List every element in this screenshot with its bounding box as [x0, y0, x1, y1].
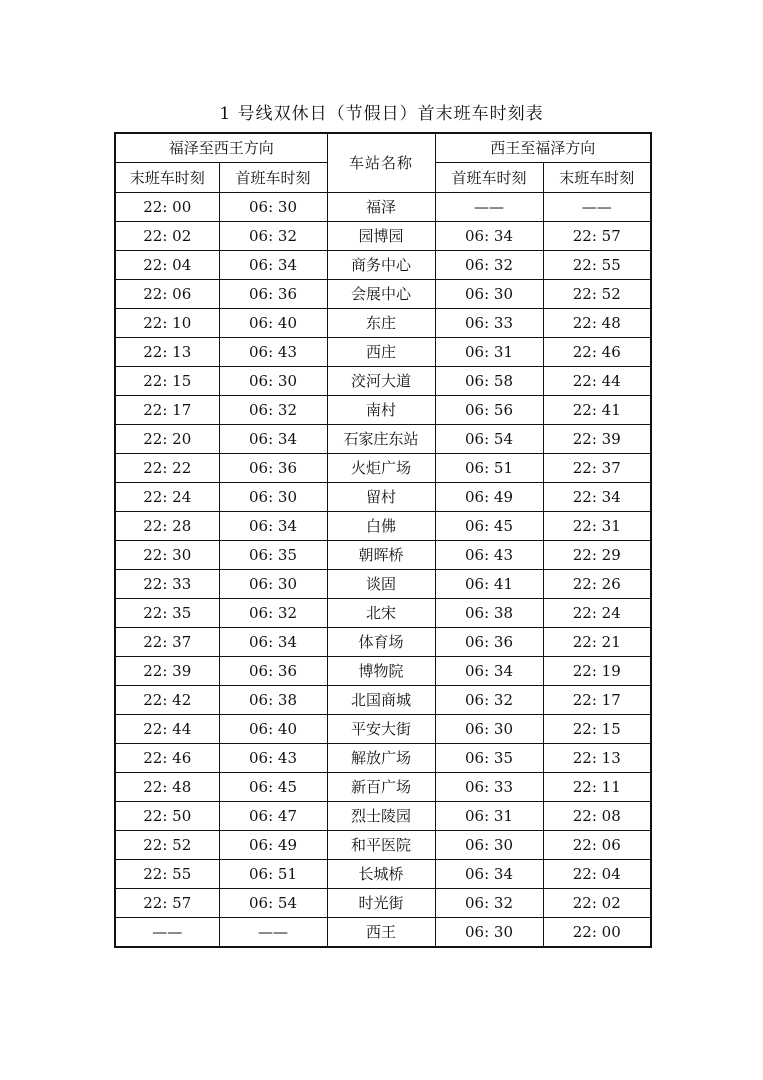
- dir1-last-train-time: 22: 48: [115, 773, 219, 802]
- dir2-first-train-time: 06: 51: [435, 454, 543, 483]
- station-name: 北国商城: [327, 686, 435, 715]
- station-name: 时光街: [327, 889, 435, 918]
- dir2-first-train-time: 06: 32: [435, 889, 543, 918]
- dir2-first-train-time: 06: 31: [435, 338, 543, 367]
- table-row: [115, 367, 651, 396]
- table-row: [115, 802, 651, 831]
- dir1-last-train-time: 22: 44: [115, 715, 219, 744]
- dir2-last-train-time: 22: 31: [543, 512, 651, 541]
- table-row: [115, 744, 651, 773]
- dir2-last-train-time: 22: 19: [543, 657, 651, 686]
- dir2-last-train-time: 22: 15: [543, 715, 651, 744]
- dir2-last-train-time: 22: 39: [543, 425, 651, 454]
- dir1-last-train-time: 22: 39: [115, 657, 219, 686]
- dir1-first-train-time: 06: 36: [219, 280, 327, 309]
- dir2-first-train-time: 06: 49: [435, 483, 543, 512]
- station-name: 福泽: [327, 193, 435, 222]
- table-row: [115, 251, 651, 280]
- dir2-first-train-time: 06: 45: [435, 512, 543, 541]
- table-row: [115, 628, 651, 657]
- table-row: [115, 222, 651, 251]
- station-name: 长城桥: [327, 860, 435, 889]
- dir2-last-train-time: 22: 02: [543, 889, 651, 918]
- dir2-first-train-time: 06: 35: [435, 744, 543, 773]
- dir2-last-train-time: 22: 57: [543, 222, 651, 251]
- table-row: [115, 512, 651, 541]
- dir1-last-train-time: 22: 15: [115, 367, 219, 396]
- dir2-last-train-time: 22: 44: [543, 367, 651, 396]
- dir2-last-train-time: 22: 41: [543, 396, 651, 425]
- table-row: [115, 860, 651, 889]
- dir2-last-train-time: 22: 52: [543, 280, 651, 309]
- dir1-last-train-time: 22: 00: [115, 193, 219, 222]
- dir1-first-train-time: 06: 34: [219, 251, 327, 280]
- table-row: [115, 193, 651, 222]
- dir1-first-train-time: 06: 43: [219, 338, 327, 367]
- table-row: [115, 831, 651, 860]
- dir2-first-train-time: 06: 41: [435, 570, 543, 599]
- dir2-first-train-time: 06: 32: [435, 251, 543, 280]
- table-row: [115, 889, 651, 918]
- header-row-direction: [115, 133, 651, 163]
- dir2-first-train-time: 06: 32: [435, 686, 543, 715]
- table-row: [115, 715, 651, 744]
- dir1-last-train-time: 22: 04: [115, 251, 219, 280]
- dir1-first-train-time: 06: 30: [219, 367, 327, 396]
- dir2-first-train-time: 06: 43: [435, 541, 543, 570]
- header-dir1-first-train: 首班车时刻: [219, 163, 327, 193]
- dir2-first-train-time: 06: 33: [435, 773, 543, 802]
- station-name: 和平医院: [327, 831, 435, 860]
- station-name: 南村: [327, 396, 435, 425]
- dir1-last-train-time: 22: 37: [115, 628, 219, 657]
- header-dir2-last-train: 末班车时刻: [543, 163, 651, 193]
- dir2-last-train-time: 22: 55: [543, 251, 651, 280]
- dir2-first-train-time: 06: 34: [435, 860, 543, 889]
- dir2-first-train-time: 06: 36: [435, 628, 543, 657]
- table-row: [115, 396, 651, 425]
- dir1-last-train-time: 22: 06: [115, 280, 219, 309]
- header-direction-xiwang-to-fuze: 西王至福泽方向: [435, 133, 651, 163]
- header-dir2-first-train: 首班车时刻: [435, 163, 543, 193]
- table-row: [115, 454, 651, 483]
- table-row: [115, 686, 651, 715]
- dir2-first-train-time: 06: 34: [435, 222, 543, 251]
- station-name: 烈士陵园: [327, 802, 435, 831]
- dir1-first-train-time: 06: 36: [219, 657, 327, 686]
- table-row: [115, 425, 651, 454]
- dir1-first-train-time: 06: 34: [219, 425, 327, 454]
- page-title: 1 号线双休日（节假日）首末班车时刻表: [219, 104, 544, 124]
- dir2-last-train-time: ——: [543, 193, 651, 222]
- dir1-first-train-time: 06: 32: [219, 599, 327, 628]
- station-name: 园博园: [327, 222, 435, 251]
- dir2-last-train-time: 22: 13: [543, 744, 651, 773]
- table-row: [115, 280, 651, 309]
- station-name: 朝晖桥: [327, 541, 435, 570]
- table-row: [115, 599, 651, 628]
- dir2-first-train-time: 06: 30: [435, 715, 543, 744]
- dir1-first-train-time: 06: 30: [219, 193, 327, 222]
- dir2-last-train-time: 22: 29: [543, 541, 651, 570]
- dir1-last-train-time: 22: 17: [115, 396, 219, 425]
- dir1-first-train-time: 06: 40: [219, 309, 327, 338]
- dir2-first-train-time: 06: 54: [435, 425, 543, 454]
- station-name: 北宋: [327, 599, 435, 628]
- dir1-last-train-time: 22: 02: [115, 222, 219, 251]
- dir2-last-train-time: 22: 06: [543, 831, 651, 860]
- station-name: 商务中心: [327, 251, 435, 280]
- dir2-first-train-time: ——: [435, 193, 543, 222]
- dir1-last-train-time: 22: 55: [115, 860, 219, 889]
- dir1-first-train-time: 06: 47: [219, 802, 327, 831]
- station-name: 留村: [327, 483, 435, 512]
- dir1-first-train-time: 06: 43: [219, 744, 327, 773]
- table-row: [115, 773, 651, 802]
- dir1-first-train-time: ——: [219, 918, 327, 948]
- station-name: 解放广场: [327, 744, 435, 773]
- dir1-first-train-time: 06: 36: [219, 454, 327, 483]
- station-name: 洨河大道: [327, 367, 435, 396]
- station-name: 会展中心: [327, 280, 435, 309]
- dir2-last-train-time: 22: 34: [543, 483, 651, 512]
- station-name: 白佛: [327, 512, 435, 541]
- station-name: 平安大街: [327, 715, 435, 744]
- dir1-last-train-time: 22: 57: [115, 889, 219, 918]
- dir1-last-train-time: 22: 42: [115, 686, 219, 715]
- dir2-last-train-time: 22: 04: [543, 860, 651, 889]
- dir1-last-train-time: 22: 30: [115, 541, 219, 570]
- dir2-first-train-time: 06: 38: [435, 599, 543, 628]
- dir1-last-train-time: 22: 35: [115, 599, 219, 628]
- dir1-last-train-time: 22: 22: [115, 454, 219, 483]
- dir2-last-train-time: 22: 24: [543, 599, 651, 628]
- dir1-last-train-time: 22: 33: [115, 570, 219, 599]
- table-row: [115, 483, 651, 512]
- station-name: 东庄: [327, 309, 435, 338]
- dir1-last-train-time: 22: 10: [115, 309, 219, 338]
- dir2-first-train-time: 06: 58: [435, 367, 543, 396]
- station-name: 火炬广场: [327, 454, 435, 483]
- dir1-first-train-time: 06: 32: [219, 396, 327, 425]
- dir1-first-train-time: 06: 30: [219, 570, 327, 599]
- dir2-last-train-time: 22: 00: [543, 918, 651, 948]
- dir2-last-train-time: 22: 46: [543, 338, 651, 367]
- dir2-first-train-time: 06: 56: [435, 396, 543, 425]
- dir1-last-train-time: 22: 28: [115, 512, 219, 541]
- dir1-first-train-time: 06: 32: [219, 222, 327, 251]
- dir1-first-train-time: 06: 35: [219, 541, 327, 570]
- dir2-last-train-time: 22: 26: [543, 570, 651, 599]
- dir1-first-train-time: 06: 34: [219, 512, 327, 541]
- dir2-last-train-time: 22: 17: [543, 686, 651, 715]
- dir1-last-train-time: 22: 13: [115, 338, 219, 367]
- station-name: 谈固: [327, 570, 435, 599]
- station-name: 西王: [327, 918, 435, 948]
- dir1-first-train-time: 06: 30: [219, 483, 327, 512]
- header-dir1-last-train: 末班车时刻: [115, 163, 219, 193]
- dir1-last-train-time: 22: 52: [115, 831, 219, 860]
- table-row: [115, 309, 651, 338]
- dir2-first-train-time: 06: 31: [435, 802, 543, 831]
- dir1-first-train-time: 06: 51: [219, 860, 327, 889]
- dir2-first-train-time: 06: 30: [435, 831, 543, 860]
- station-name: 体育场: [327, 628, 435, 657]
- station-name: 西庄: [327, 338, 435, 367]
- station-name: 新百广场: [327, 773, 435, 802]
- dir1-first-train-time: 06: 38: [219, 686, 327, 715]
- table-row: [115, 570, 651, 599]
- dir2-last-train-time: 22: 37: [543, 454, 651, 483]
- dir2-first-train-time: 06: 30: [435, 280, 543, 309]
- dir1-last-train-time: 22: 20: [115, 425, 219, 454]
- dir1-first-train-time: 06: 54: [219, 889, 327, 918]
- dir1-last-train-time: ——: [115, 918, 219, 948]
- station-name: 博物院: [327, 657, 435, 686]
- dir1-first-train-time: 06: 40: [219, 715, 327, 744]
- station-name: 石家庄东站: [327, 425, 435, 454]
- dir1-last-train-time: 22: 46: [115, 744, 219, 773]
- table-row: [115, 918, 651, 948]
- dir1-first-train-time: 06: 45: [219, 773, 327, 802]
- dir2-first-train-time: 06: 30: [435, 918, 543, 948]
- dir2-last-train-time: 22: 08: [543, 802, 651, 831]
- dir2-last-train-time: 22: 48: [543, 309, 651, 338]
- table-row: [115, 541, 651, 570]
- dir1-first-train-time: 06: 34: [219, 628, 327, 657]
- dir2-first-train-time: 06: 33: [435, 309, 543, 338]
- dir1-last-train-time: 22: 50: [115, 802, 219, 831]
- table-row: [115, 338, 651, 367]
- dir2-last-train-time: 22: 11: [543, 773, 651, 802]
- dir2-first-train-time: 06: 34: [435, 657, 543, 686]
- header-station-name: 车站名称: [327, 133, 435, 193]
- header-direction-fuze-to-xiwang: 福泽至西王方向: [115, 133, 327, 163]
- dir2-last-train-time: 22: 21: [543, 628, 651, 657]
- dir1-last-train-time: 22: 24: [115, 483, 219, 512]
- dir1-first-train-time: 06: 49: [219, 831, 327, 860]
- timetable: [114, 132, 652, 948]
- table-row: [115, 657, 651, 686]
